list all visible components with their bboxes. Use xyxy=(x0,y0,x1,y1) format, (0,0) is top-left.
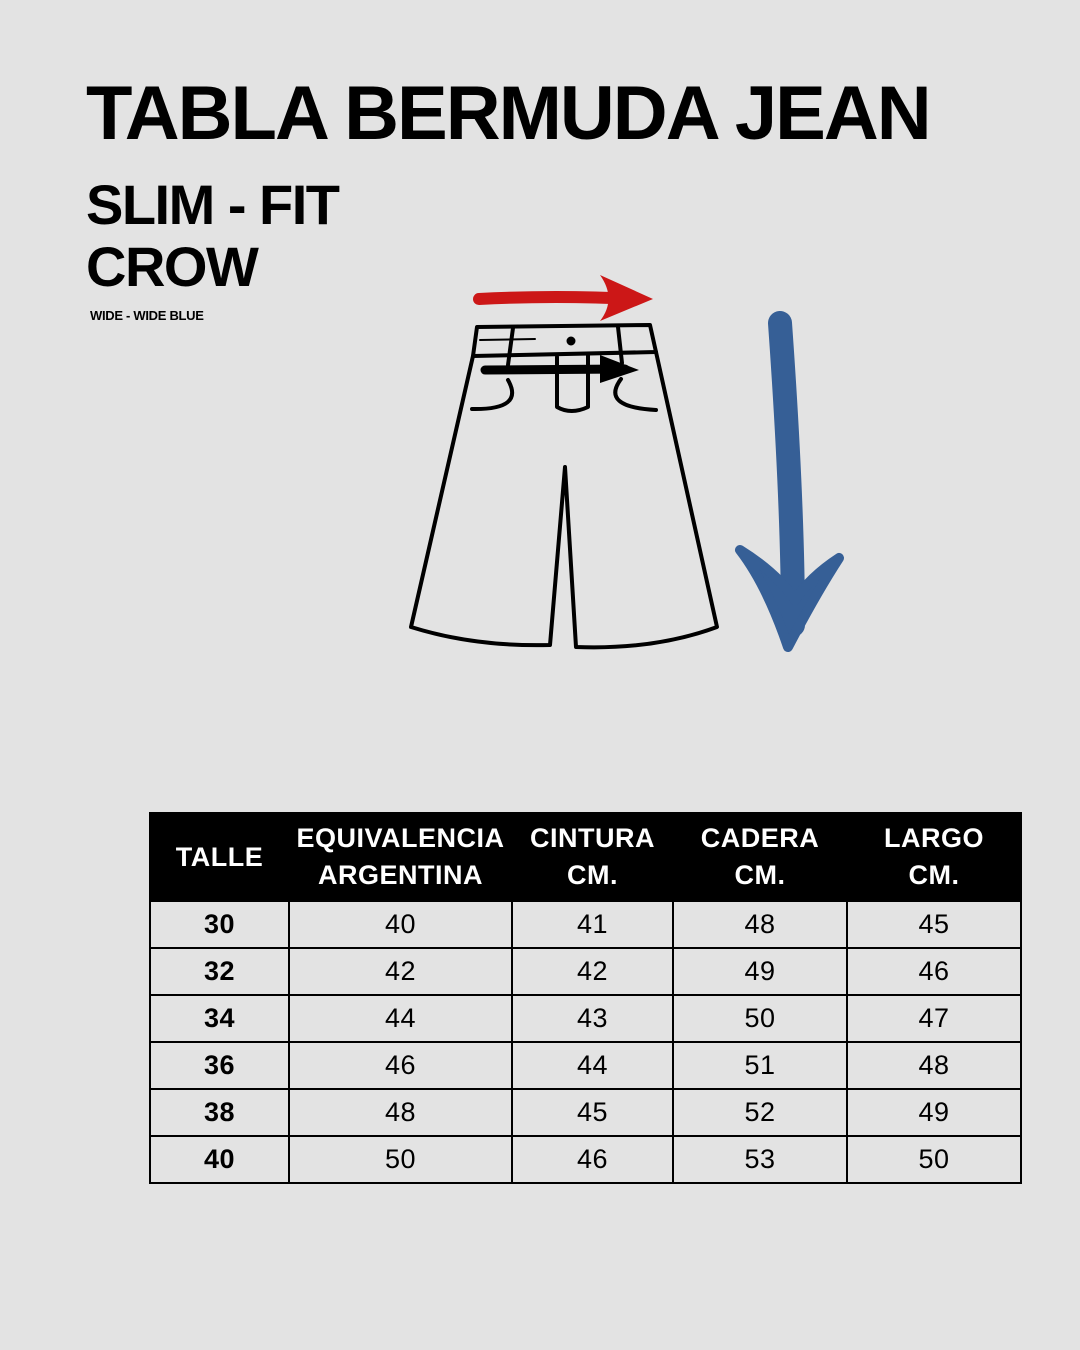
cell-largo: 47 xyxy=(847,995,1021,1042)
cell-equivalencia: 48 xyxy=(289,1089,512,1136)
cell-cintura: 42 xyxy=(512,948,673,995)
cell-equivalencia: 50 xyxy=(289,1136,512,1183)
cell-talle: 38 xyxy=(150,1089,289,1136)
cell-cadera: 48 xyxy=(673,901,847,948)
cell-cintura: 44 xyxy=(512,1042,673,1089)
table-row xyxy=(150,1136,1021,1183)
page-title: TABLA BERMUDA JEAN xyxy=(86,71,930,156)
cell-talle: 36 xyxy=(150,1042,289,1089)
header-cintura: CINTURA CM. xyxy=(512,813,673,901)
table-row xyxy=(150,1089,1021,1136)
table-header-row xyxy=(150,813,1021,901)
cell-cadera: 51 xyxy=(673,1042,847,1089)
cell-largo: 45 xyxy=(847,901,1021,948)
fit-subtitle: SLIM - FIT xyxy=(86,173,339,236)
header-talle: TALLE xyxy=(150,813,289,901)
measurement-illustration xyxy=(395,255,865,670)
header-cadera: CADERA CM. xyxy=(673,813,847,901)
header-equivalencia: EQUIVALENCIA ARGENTINA xyxy=(289,813,512,901)
table-row xyxy=(150,948,1021,995)
cell-equivalencia: 42 xyxy=(289,948,512,995)
cell-cintura: 45 xyxy=(512,1089,673,1136)
cell-largo: 49 xyxy=(847,1089,1021,1136)
cell-equivalencia: 46 xyxy=(289,1042,512,1089)
cell-equivalencia: 44 xyxy=(289,995,512,1042)
cell-cadera: 50 xyxy=(673,995,847,1042)
table-row xyxy=(150,901,1021,948)
header-largo: LARGO CM. xyxy=(847,813,1021,901)
cell-talle: 32 xyxy=(150,948,289,995)
cell-largo: 48 xyxy=(847,1042,1021,1089)
model-name: CROW xyxy=(86,235,258,298)
cell-cintura: 41 xyxy=(512,901,673,948)
cell-cintura: 46 xyxy=(512,1136,673,1183)
cell-largo: 46 xyxy=(847,948,1021,995)
cell-talle: 34 xyxy=(150,995,289,1042)
cell-cintura: 43 xyxy=(512,995,673,1042)
cell-equivalencia: 40 xyxy=(289,901,512,948)
cell-talle: 30 xyxy=(150,901,289,948)
cell-cadera: 53 xyxy=(673,1136,847,1183)
cell-largo: 50 xyxy=(847,1136,1021,1183)
table-row xyxy=(150,995,1021,1042)
cell-talle: 40 xyxy=(150,1136,289,1183)
cell-cadera: 52 xyxy=(673,1089,847,1136)
cell-cadera: 49 xyxy=(673,948,847,995)
size-chart-table xyxy=(149,812,1022,1184)
variant-label: WIDE - WIDE BLUE xyxy=(90,308,204,323)
table-row xyxy=(150,1042,1021,1089)
